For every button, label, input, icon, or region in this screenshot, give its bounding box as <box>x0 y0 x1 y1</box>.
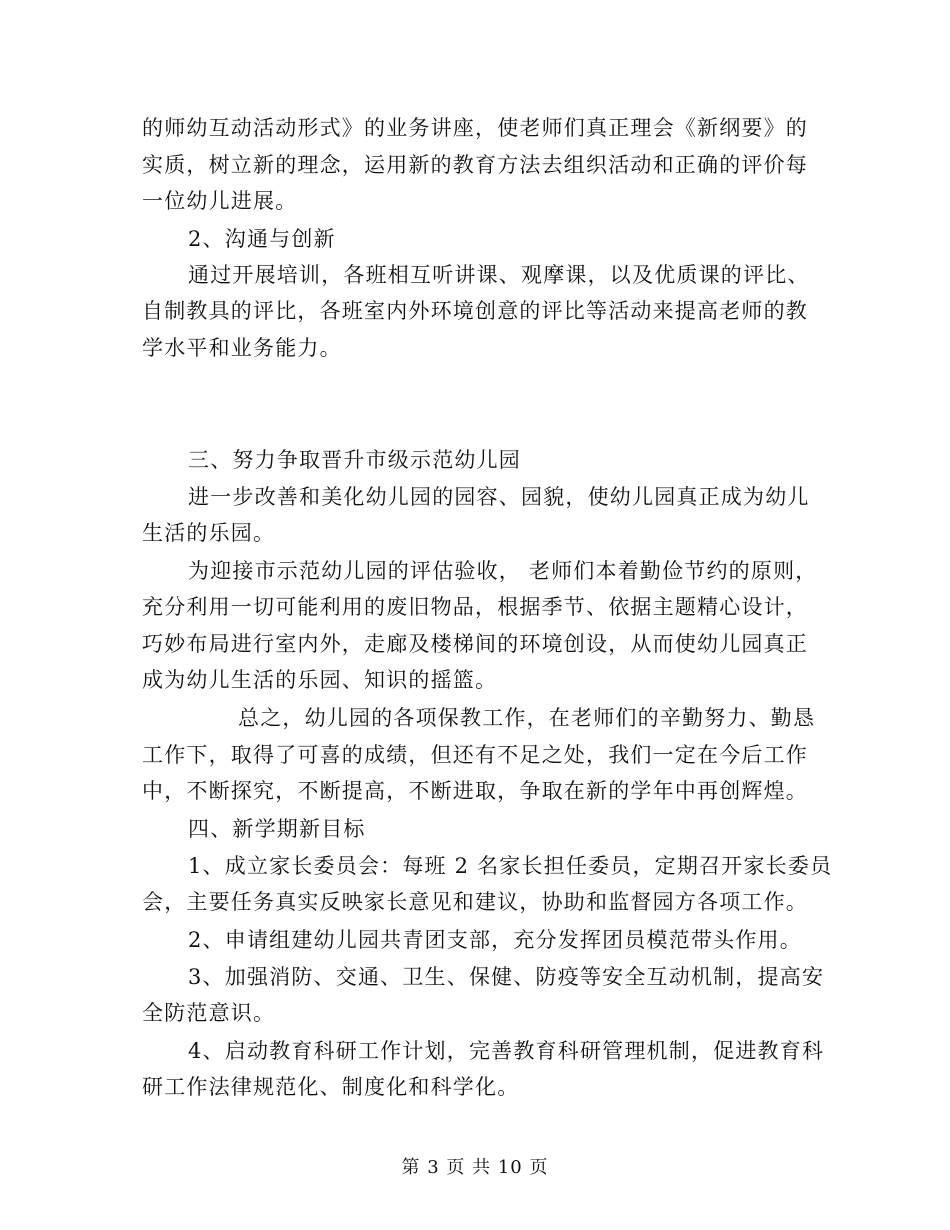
paragraph-line: 成为幼儿生活的乐园、知识的摇篮。 <box>142 668 498 692</box>
paragraph-line: 工作下，取得了可喜的成绩，但还有不足之处，我们一定在今后工作 <box>142 743 808 767</box>
paragraph-line: 实质，树立新的理念，运用新的教育方法去组织活动和正确的评价每 <box>142 153 808 177</box>
list-item-line: 研工作法律规范化、制度化和科学化。 <box>142 1075 520 1099</box>
list-item-line: 全防范意识。 <box>142 1001 276 1025</box>
paragraph-line: 学水平和业务能力。 <box>142 336 342 360</box>
section-heading: 2、沟通与创新 <box>188 227 336 251</box>
paragraph-line: 总之，幼儿园的各项保教工作，在老师们的辛勤努力、勤恳 <box>238 706 816 730</box>
list-item-line: 2、申请组建幼儿园共青团支部，充分发挥团员模范带头作用。 <box>188 928 802 952</box>
list-item-line: 1、成立家长委员会：每班 2 名家长担任委员，定期召开家长委员 <box>188 854 833 878</box>
paragraph-line: 巧妙布局进行室内外，走廊及楼梯间的环境创设，从而使幼儿园真正 <box>142 632 808 656</box>
page-footer: 第 3 页 共 10 页 <box>401 1157 549 1178</box>
paragraph-line: 一位幼儿进展。 <box>142 189 298 213</box>
paragraph-line: 自制教具的评比，各班室内外环境创意的评比等活动来提高老师的教 <box>142 299 808 323</box>
paragraph-line: 充分利用一切可能利用的废旧物品，根据季节、依据主题精心设计， <box>142 595 808 619</box>
section-heading: 四、新学期新目标 <box>188 817 366 841</box>
paragraph-line: 通过开展培训，各班相互听讲课、观摩课，以及优质课的评比、 <box>188 263 810 287</box>
paragraph-line: 的师幼互动活动形式》的业务讲座，使老师们真正理会《新纲要》的 <box>142 116 808 140</box>
section-heading: 三、努力争取晋升市级示范幼儿园 <box>188 448 521 472</box>
paragraph-line: 进一步改善和美化幼儿园的园容、园貌，使幼儿园真正成为幼儿 <box>188 485 810 509</box>
list-item-line: 3、加强消防、交通、卫生、保健、防疫等安全互动机制，提高安 <box>188 965 825 989</box>
list-item-line: 4、启动教育科研工作计划，完善教育科研管理机制，促进教育科 <box>188 1039 825 1063</box>
paragraph-line: 生活的乐园。 <box>142 521 276 545</box>
list-item-line: 会，主要任务真实反映家长意见和建议，协助和监督园方各项工作。 <box>142 890 808 914</box>
paragraph-line: 中，不断探究，不断提高，不断进取，争取在新的学年中再创辉煌。 <box>142 779 808 803</box>
paragraph-line: 为迎接市示范幼儿园的评估验收， 老师们本着勤俭节约的原则， <box>188 559 818 583</box>
